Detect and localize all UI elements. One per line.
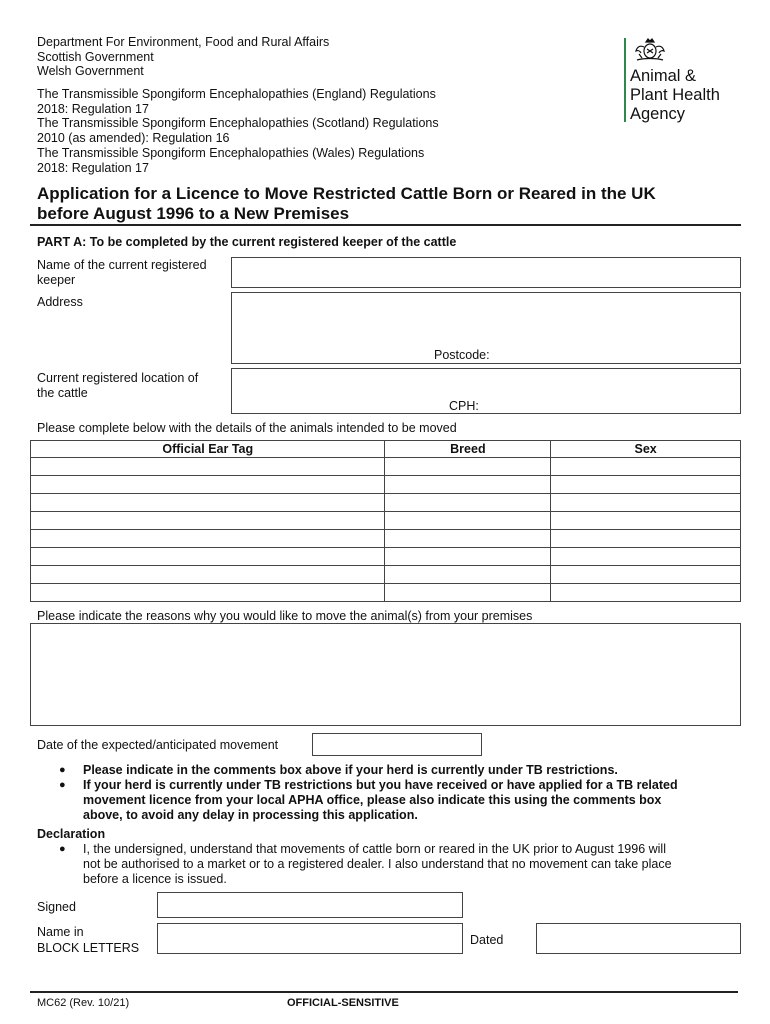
sex-cell[interactable] (551, 512, 741, 530)
block-letters-name-field[interactable] (157, 923, 463, 954)
sex-cell[interactable] (551, 566, 741, 584)
animals-intro: Please complete below with the details of the animals intended to be moved (37, 421, 457, 435)
table-row (31, 530, 741, 548)
note-tb-licence-line-3: above, to avoid any delay in processing this application. (83, 807, 418, 822)
cph-label: CPH: (449, 399, 479, 413)
department-line: Department For Environment, Food and Rural Affairs (37, 35, 330, 49)
ear-tag-cell[interactable] (31, 566, 385, 584)
table-row (31, 494, 741, 512)
breed-cell[interactable] (385, 458, 551, 476)
breed-cell[interactable] (385, 512, 551, 530)
table-row (31, 584, 741, 602)
regulation-line: 2010 (as amended): Regulation 16 (37, 131, 230, 145)
department-line: Welsh Government (37, 64, 144, 78)
signature-field[interactable] (157, 892, 463, 918)
signed-label: Signed (37, 900, 76, 914)
table-row (31, 512, 741, 530)
note-tb-licence-line-1: If your herd is currently under TB restrictions but you have received or have applied for a TB related (83, 778, 678, 792)
location-field[interactable] (231, 368, 741, 414)
breed-cell[interactable] (385, 494, 551, 512)
regulation-line: The Transmissible Spongiform Encephalopathies (Wales) Regulations (37, 146, 425, 160)
logo-line-1: Animal & (630, 67, 697, 85)
regulation-line: 2018: Regulation 17 (37, 161, 149, 175)
header-sex: Sex (551, 441, 741, 458)
postcode-label: Postcode: (434, 348, 490, 362)
name-label-line-2: BLOCK LETTERS (37, 940, 140, 955)
header-breed: Breed (385, 441, 551, 458)
keeper-label (37, 258, 207, 288)
dated-field[interactable] (536, 923, 741, 954)
table-row (31, 566, 741, 584)
logo-line-3: Agency (630, 105, 686, 123)
form-code: MC62 (Rev. 10/21) (37, 997, 130, 1009)
breed-cell[interactable] (385, 548, 551, 566)
declaration-text (83, 842, 672, 886)
date-label: Date of the expected/anticipated movement (37, 738, 279, 752)
location-label (37, 371, 198, 401)
table-header-row (31, 441, 741, 458)
reasons-label: Please indicate the reasons why you would like to move the animal(s) from your premises (37, 609, 533, 623)
form-title-line-2: before August 1996 to a New Premises (37, 204, 350, 223)
name-label-line-1: Name in (37, 925, 84, 939)
title-rule (30, 224, 741, 226)
bullet-icon: ● (59, 764, 66, 776)
apha-logo (624, 36, 754, 126)
address-field[interactable] (231, 292, 741, 364)
reasons-field[interactable] (30, 623, 741, 726)
keeper-name-field[interactable] (231, 257, 741, 288)
header-ear-tag: Official Ear Tag (31, 441, 385, 458)
table-row (31, 458, 741, 476)
logo-line-2: Plant Health (630, 86, 720, 104)
part-a-heading: PART A: To be completed by the current registered keeper of the cattle (37, 235, 457, 249)
breed-cell[interactable] (385, 584, 551, 602)
name-label (37, 925, 139, 956)
sex-cell[interactable] (551, 494, 741, 512)
declaration-heading: Declaration (37, 827, 106, 841)
classification-label: OFFICIAL-SENSITIVE (287, 997, 399, 1009)
note-tb-licence (83, 778, 678, 822)
sex-cell[interactable] (551, 530, 741, 548)
ear-tag-cell[interactable] (31, 494, 385, 512)
bullet-icon: ● (59, 843, 66, 855)
keeper-label-line-2: keeper (37, 272, 76, 287)
breed-cell[interactable] (385, 476, 551, 494)
regulation-line: The Transmissible Spongiform Encephalopathies (Scotland) Regulations (37, 116, 439, 130)
form-title-line-1: Application for a Licence to Move Restricted Cattle Born or Reared in the UK (37, 184, 656, 203)
bullet-icon: ● (59, 779, 66, 791)
ear-tag-cell[interactable] (31, 584, 385, 602)
regulation-line: The Transmissible Spongiform Encephalopathies (England) Regulations (37, 87, 436, 101)
declaration-line-3: before a licence is issued. (83, 871, 227, 886)
location-label-line-1: Current registered location of (37, 371, 199, 385)
location-label-line-2: the cattle (37, 385, 88, 400)
breed-cell[interactable] (385, 530, 551, 548)
keeper-label-line-1: Name of the current registered (37, 258, 207, 272)
royal-crest-icon (633, 38, 667, 64)
footer-rule (30, 991, 738, 993)
sex-cell[interactable] (551, 458, 741, 476)
ear-tag-cell[interactable] (31, 458, 385, 476)
sex-cell[interactable] (551, 548, 741, 566)
sex-cell[interactable] (551, 584, 741, 602)
ear-tag-cell[interactable] (31, 548, 385, 566)
note-tb-restrictions: Please indicate in the comments box above if your herd is currently under TB restrictions. (83, 763, 618, 777)
dated-label: Dated (470, 933, 504, 947)
breed-cell[interactable] (385, 566, 551, 584)
note-tb-licence-line-2: movement licence from your local APHA office, please also indicate this using the comments box (83, 792, 662, 807)
ear-tag-cell[interactable] (31, 512, 385, 530)
ear-tag-cell[interactable] (31, 530, 385, 548)
ear-tag-cell[interactable] (31, 476, 385, 494)
department-line: Scottish Government (37, 50, 154, 64)
logo-green-bar (624, 38, 626, 122)
table-row (31, 476, 741, 494)
table-row (31, 548, 741, 566)
address-label: Address (37, 295, 83, 309)
regulation-line: 2018: Regulation 17 (37, 102, 149, 116)
movement-date-field[interactable] (312, 733, 482, 756)
sex-cell[interactable] (551, 476, 741, 494)
declaration-line-1: I, the undersigned, understand that movements of cattle born or reared in the UK prior to August 1996 will (83, 842, 666, 856)
declaration-line-2: not be authorised to a market or to a registered dealer. I also understand that no movement can take place (83, 856, 672, 871)
animals-table (30, 440, 741, 602)
